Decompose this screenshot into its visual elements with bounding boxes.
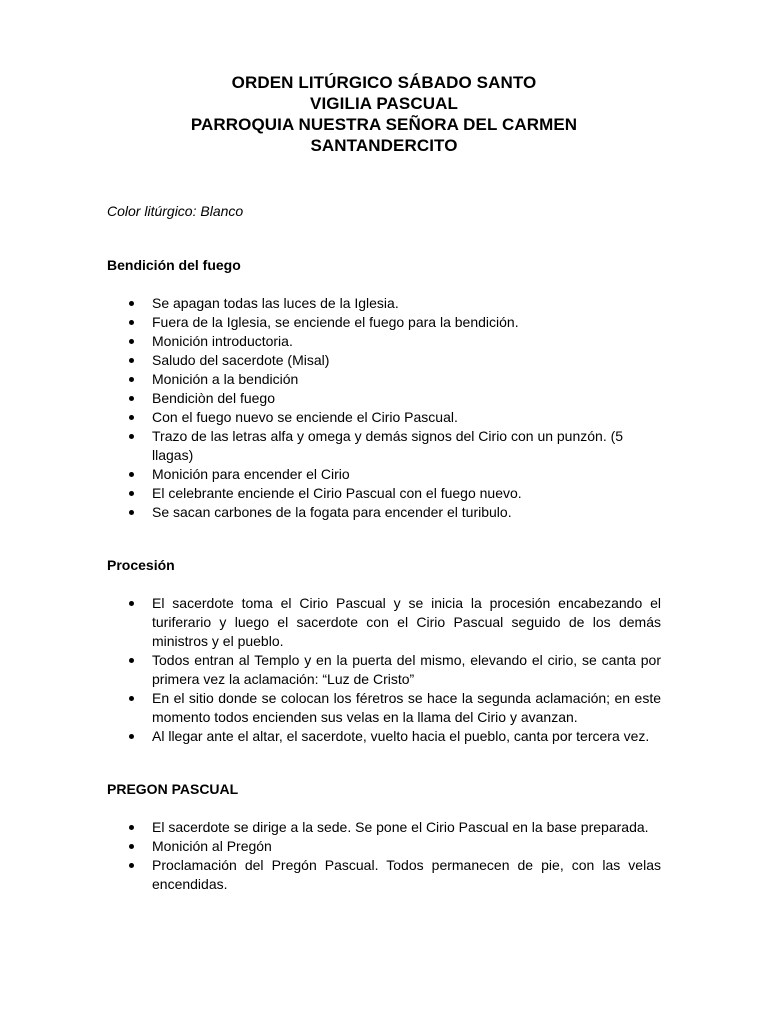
bullet-icon (129, 510, 134, 515)
bullet-icon (129, 601, 134, 606)
list-item (107, 594, 661, 651)
list-item-text: Con el fuego nuevo se enciende el Cirio Pascual. (152, 409, 458, 425)
bullet-icon (129, 434, 134, 439)
list-item-text: Monición para encender el Cirio (152, 466, 350, 482)
bullet-icon (129, 696, 134, 701)
bullet-icon (129, 491, 134, 496)
bullet-icon (129, 377, 134, 382)
list-item (107, 294, 661, 313)
list-item-text: En el sitio donde se colocan los féretros se hace la segunda aclamación; en este momento todos encienden sus velas en la llama del Cirio y avanzan. (152, 690, 661, 725)
section-heading-procesion: Procesión (107, 557, 175, 573)
list-item-text: Trazo de las letras alfa y omega y demás signos del Cirio con un punzón. (5 llagas) (152, 428, 624, 463)
bullet-icon (129, 472, 134, 477)
list-item (107, 727, 661, 746)
list-item-text: Bendiciòn del fuego (152, 390, 275, 406)
document-title (107, 72, 661, 156)
liturgical-color: Color litúrgico: Blanco (107, 203, 244, 219)
bullet-icon (129, 844, 134, 849)
title-line-3: PARROQUIA NUESTRA SEÑORA DEL CARMEN (190, 115, 578, 134)
bullet-icon (129, 734, 134, 739)
list-item (107, 427, 661, 465)
list-item-text: Monición a la bendición (152, 371, 299, 387)
bullet-icon (129, 863, 134, 868)
list-item (107, 818, 661, 837)
list-item-text: Se apagan todas las luces de la Iglesia. (152, 295, 399, 311)
bullet-icon (129, 658, 134, 663)
list-item (107, 651, 661, 689)
list-item (107, 408, 661, 427)
bullet-icon (129, 358, 134, 363)
list-item-text: Monición al Pregón (152, 838, 272, 854)
list-item (107, 856, 661, 894)
procesion-list (107, 594, 661, 746)
list-item (107, 837, 661, 856)
list-item (107, 370, 661, 389)
bullet-icon (129, 415, 134, 420)
list-item (107, 351, 661, 370)
title-line-2: VIGILIA PASCUAL (310, 94, 458, 113)
list-item-text: Proclamación del Pregón Pascual. Todos permanecen de pie, con las velas encendidas. (152, 857, 661, 892)
list-item (107, 465, 661, 484)
bullet-icon (129, 339, 134, 344)
title-line-4: SANTANDERCITO (310, 136, 458, 155)
list-item-text: El sacerdote se dirige a la sede. Se pone el Cirio Pascual en la base preparada. (152, 819, 649, 835)
section-heading-pregon: PREGON PASCUAL (107, 781, 239, 797)
list-item-text: El celebrante enciende el Cirio Pascual con el fuego nuevo. (152, 485, 522, 501)
list-item-text: Saludo del sacerdote (Misal) (152, 352, 330, 368)
list-item (107, 484, 661, 503)
list-item (107, 389, 661, 408)
bullet-icon (129, 320, 134, 325)
bullet-icon (129, 396, 134, 401)
list-item (107, 332, 661, 351)
list-item-text: Todos entran al Templo y en la puerta del mismo, elevando el cirio, se canta por primera vez la aclamación: “Luz de Cristo” (152, 652, 661, 687)
bullet-icon (129, 301, 134, 306)
pregon-list (107, 818, 661, 894)
title-line-1: ORDEN LITÚRGICO SÁBADO SANTO (231, 73, 537, 92)
list-item (107, 503, 661, 522)
list-item-text: El sacerdote toma el Cirio Pascual y se inicia la procesión encabezando el turiferario y luego el sacerdote con el Cirio Pascual seguido de los demás ministros y el pueblo. (152, 595, 661, 649)
list-item-text: Monición introductoria. (152, 333, 293, 349)
list-item-text: Al llegar ante el altar, el sacerdote, vuelto hacia el pueblo, canta por tercera vez. (152, 728, 650, 744)
list-item (107, 313, 661, 332)
bendicion-list (107, 294, 661, 522)
bullet-icon (129, 825, 134, 830)
section-heading-bendicion: Bendición del fuego (107, 257, 241, 273)
list-item (107, 689, 661, 727)
list-item-text: Fuera de la Iglesia, se enciende el fuego para la bendición. (152, 314, 519, 330)
list-item-text: Se sacan carbones de la fogata para encender el turibulo. (152, 504, 512, 520)
